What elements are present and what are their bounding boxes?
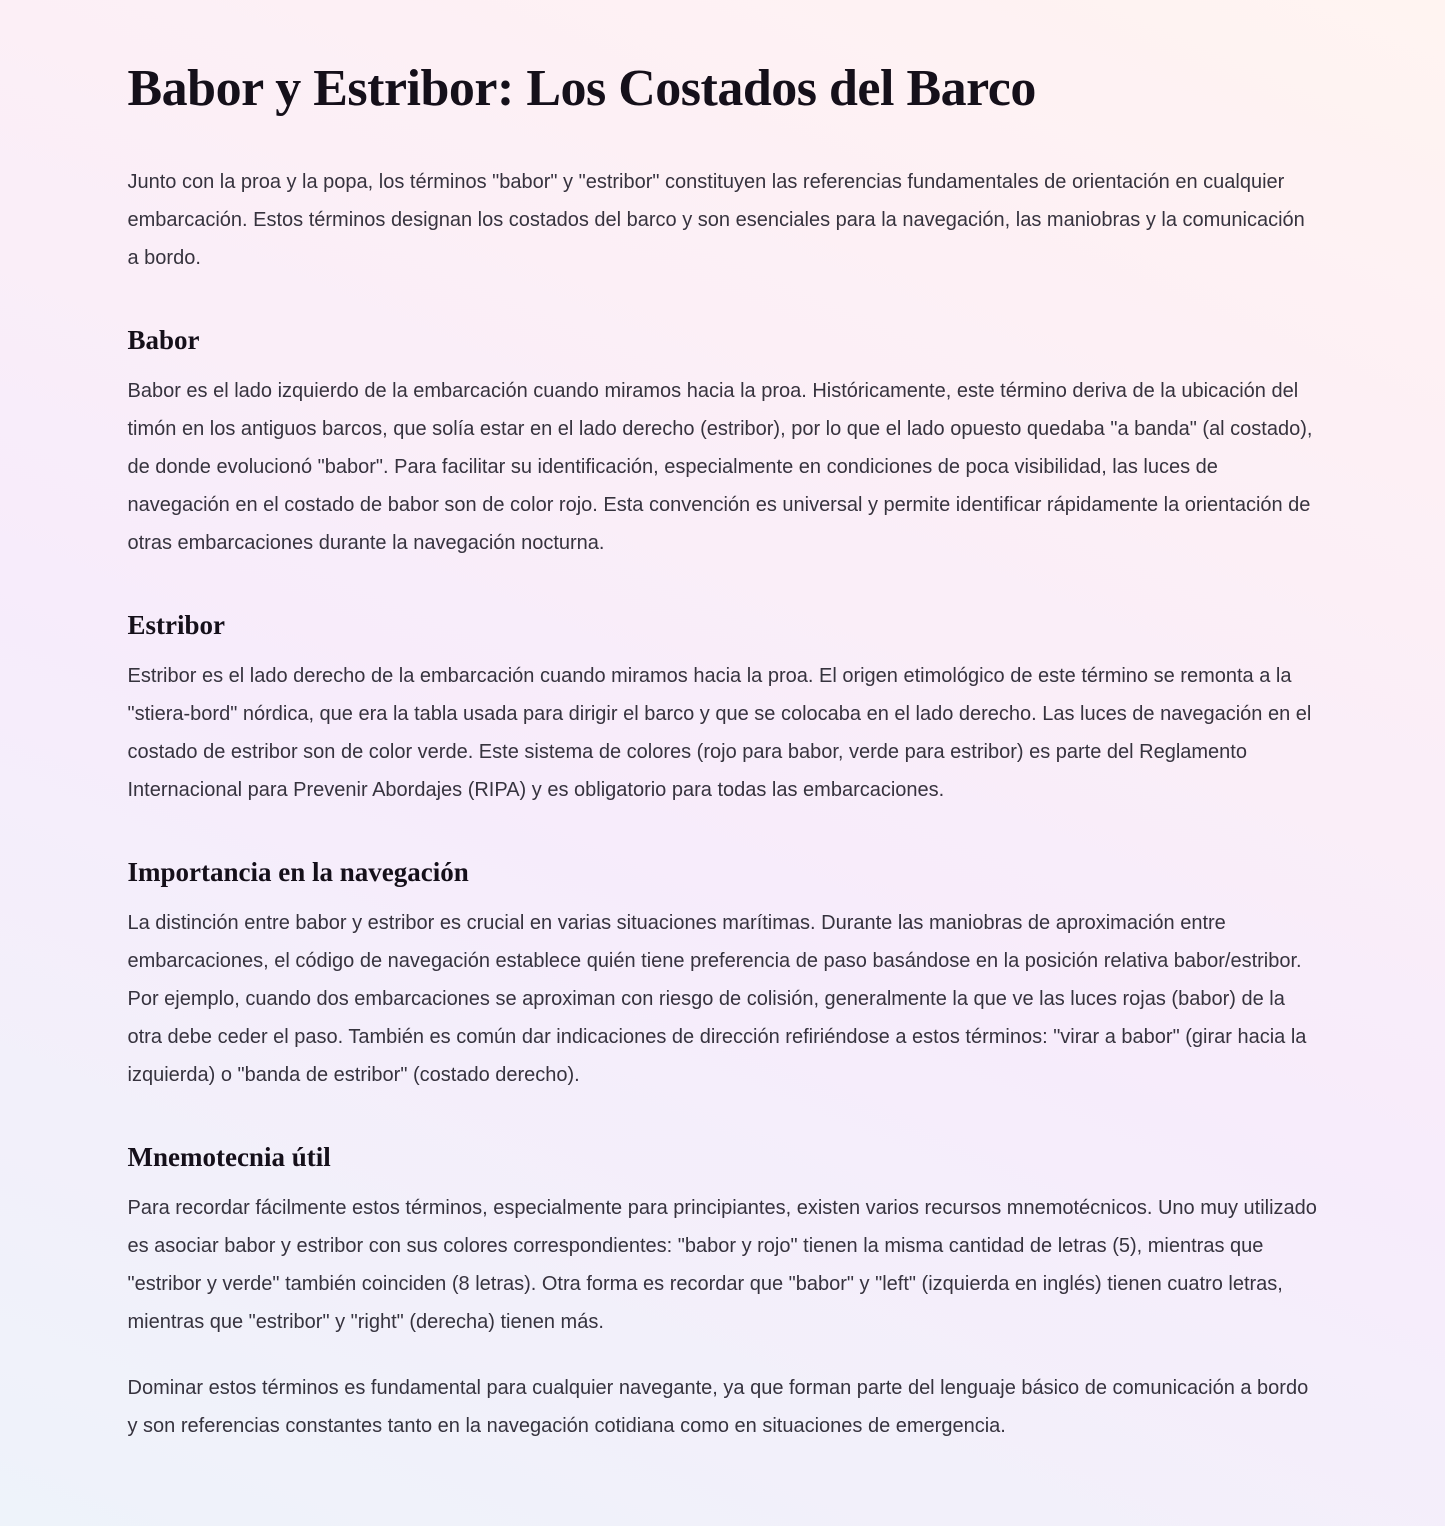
closing-paragraph: Dominar estos términos es fundamental para cualquier navegante, ya que forman parte del lenguaje básico de comunicación a bordo y son referencias constantes tanto en la navegación cotidiana como en situaciones de emergencia. (127, 1377, 1309, 1438)
section-babor-paragraph: Babor es el lado izquierdo de la embarcación cuando miramos hacia la proa. Históricamente, este término deriva de la ubicación del timón en los antiguos barcos, que solía estar en el lado derecho (estribor), por lo que el lado opuesto quedaba "a banda" (al costado), de donde evolucionó "babor". Para facilitar su identificación, especialmente en condiciones de poca visibilidad, las luces de navegación en el costado de babor son de color rojo. Esta convención es universal y permite identificar rápidamente la orientación de otras embarcaciones durante la navegación nocturna. (127, 380, 1313, 555)
section-heading-estribor: Estribor (127, 610, 225, 641)
section-mnemotecnia (128, 1140, 1318, 1445)
page-title: Babor y Estribor: Los Costados del Barco (127, 60, 1036, 117)
section-heading-importancia: Importancia en la navegación (127, 857, 469, 888)
section-heading-babor: Babor (127, 325, 200, 355)
section-importancia-paragraph: La distinción entre babor y estribor es crucial en varias situaciones marítimas. Durante las maniobras de aproximación entre embarcaciones, el código de navegación establece quién tiene preferencia de paso basándose en la posición relativa babor/estribor. Por ejemplo, cuando dos embarcaciones se aproximan con riesgo de colisión, generalmente la que ve las luces rojas (babor) de la otra debe ceder el paso. También es común dar indicaciones de dirección refiriéndose a estos términos: "virar a babor" (girar hacia la izquierda) o "banda de estribor" (costado derecho). (127, 912, 1307, 1087)
section-estribor-paragraph: Estribor es el lado derecho de la embarcación cuando miramos hacia la proa. El origen etimológico de este término se remonta a la "stiera-bord" nórdica, que era la tabla usada para dirigir el barco y que se colocaba en el lado derecho. Las luces de navegación en el costado de estribor son de color verde. Este sistema de colores (rojo para babor, verde para estribor) es parte del Reglamento Internacional para Prevenir Abordajes (RIPA) y es obligatorio para todas las embarcaciones. (127, 665, 1312, 802)
intro-paragraph: Junto con la proa y la popa, los términos "babor" y "estribor" constituyen las referencias fundamentales de orientación en cualquier embarcación. Estos términos designan los costados del barco y son esenciales para la navegación, las maniobras y la comunicación a bordo. (127, 171, 1305, 269)
section-heading-mnemotecnia: Mnemotecnia útil (127, 1142, 331, 1173)
section-importancia (128, 855, 1318, 1094)
article (128, 0, 1318, 1445)
section-babor (128, 323, 1318, 562)
section-estribor (128, 608, 1318, 809)
section-mnemotecnia-paragraph: Para recordar fácilmente estos términos, especialmente para principiantes, existen varios recursos mnemotécnicos. Uno muy utilizado es asociar babor y estribor con sus colores correspondientes: "babor y rojo" tienen la misma cantidad de letras (5), mientras que "estribor y verde" también coinciden (8 letras). Otra forma es recordar que "babor" y "left" (izquierda en inglés) tienen cuatro letras, mientras que "estribor" y "right" (derecha) tienen más. (127, 1197, 1317, 1334)
